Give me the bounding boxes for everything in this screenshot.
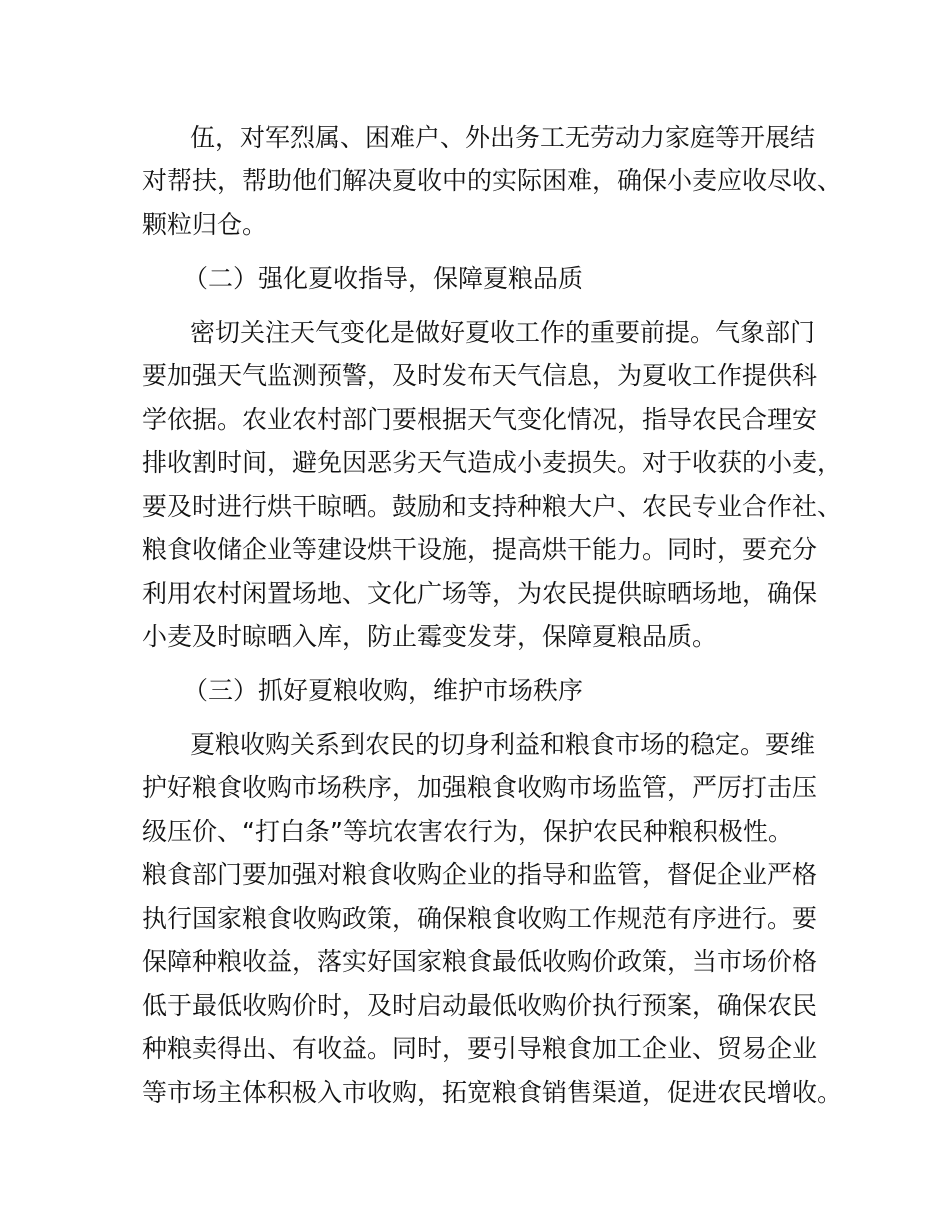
section-heading: （三）抓好夏粮收购，维护市场秩序 xyxy=(183,676,584,705)
section-heading: （二）强化夏收指导，保障夏粮品质 xyxy=(183,264,584,293)
paragraph-line: 级压价、“打白条”等坑农害农行为，保护农民种粮积极性。 xyxy=(142,817,793,846)
paragraph-line: 粮食部门要加强对粮食收购企业的指导和监管，督促企业严格 xyxy=(142,860,818,889)
paragraph-line: 粮食收储企业等建设烘干设施，提高烘干能力。同时，要充分 xyxy=(142,535,818,564)
paragraph-line: 种粮卖得出、有收益。同时，要引导粮食加工企业、贸易企业 xyxy=(142,1034,818,1063)
paragraph-line: 密切关注天气变化是做好夏收工作的重要前提。气象部门 xyxy=(190,318,816,347)
paragraph-line: 保障种粮收益，落实好国家粮食最低收购价政策，当市场价格 xyxy=(142,947,818,976)
paragraph-line: 利用农村闲置场地、文化广场等，为农民提供晾晒场地，确保 xyxy=(142,579,818,608)
paragraph-line: 低于最低收购价时，及时启动最低收购价执行预案，确保农民 xyxy=(142,991,818,1020)
paragraph-line: 小麦及时晾晒入库，防止霉变发芽，保障夏粮品质。 xyxy=(142,622,718,651)
paragraph-line: 等市场主体积极入市收购，拓宽粮食销售渠道，促进农民增收。 xyxy=(142,1078,843,1107)
paragraph-line: 对帮扶，帮助他们解决夏收中的实际困难，确保小麦应收尽收、 xyxy=(142,166,843,195)
paragraph-line: 颗粒归仓。 xyxy=(142,210,268,239)
paragraph-line: 要加强天气监测预警，及时发布天气信息，为夏收工作提供科 xyxy=(142,361,818,390)
paragraph-line: 护好粮食收购市场秩序，加强粮食收购市场监管，严厉打击压 xyxy=(142,773,818,802)
paragraph-line: 伍，对军烈属、困难户、外出务工无劳动力家庭等开展结 xyxy=(190,123,816,152)
paragraph-line: 夏粮收购关系到农民的切身利益和粮食市场的稳定。要维 xyxy=(190,730,816,759)
paragraph-line: 学依据。农业农村部门要根据天气变化情况，指导农民合理安 xyxy=(142,405,818,434)
paragraph-line: 排收割时间，避免因恶劣天气造成小麦损失。对于收获的小麦， xyxy=(142,448,843,477)
paragraph-line: 要及时进行烘干晾晒。鼓励和支持种粮大户、农民专业合作社、 xyxy=(142,492,843,521)
paragraph-line: 执行国家粮食收购政策，确保粮食收购工作规范有序进行。要 xyxy=(142,904,818,933)
